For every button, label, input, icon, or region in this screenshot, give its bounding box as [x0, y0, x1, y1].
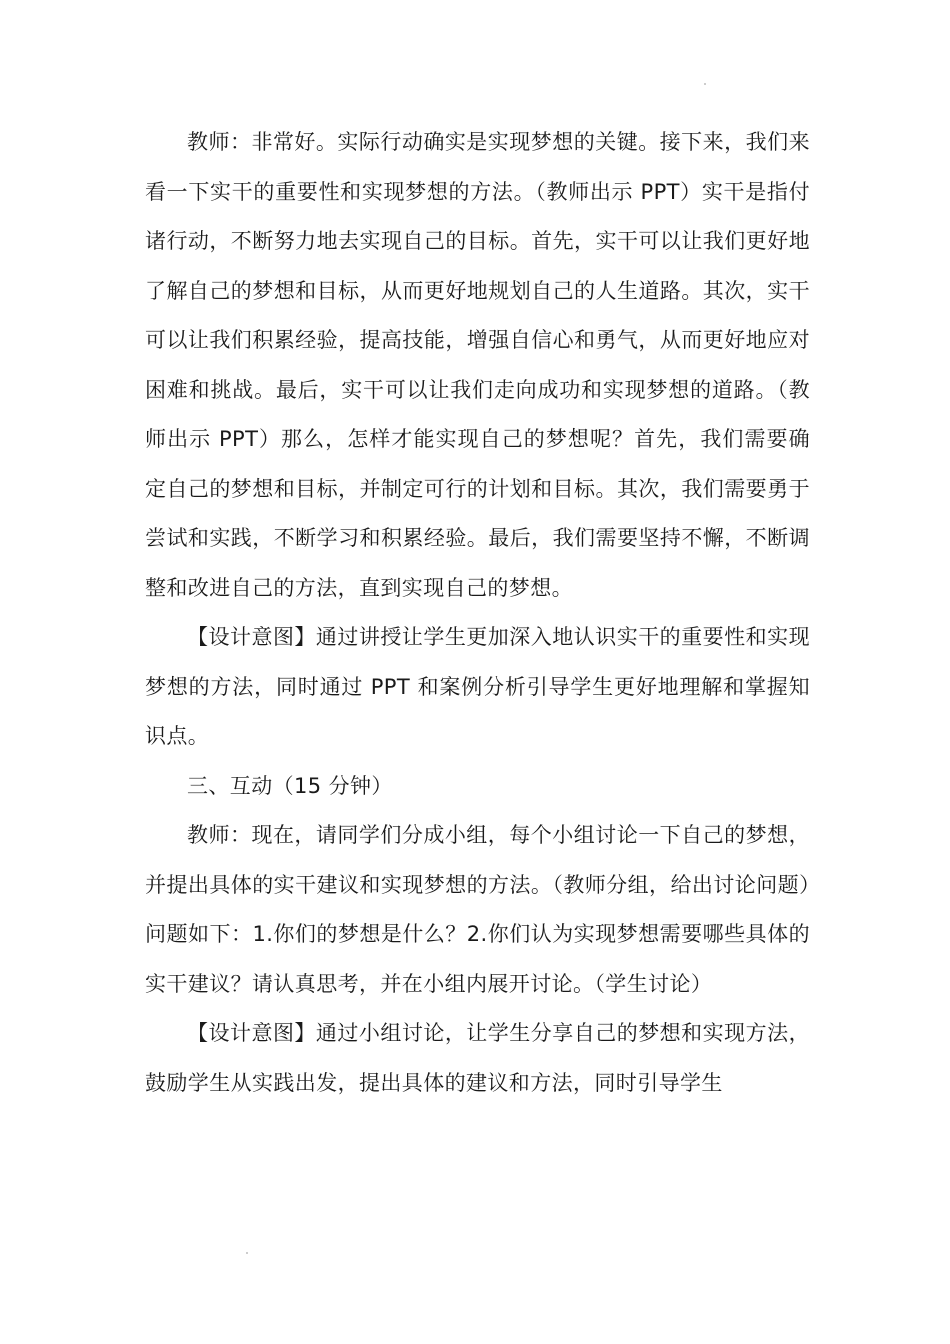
paragraph-teacher-discussion: 教师：现在，请同学们分成小组，每个小组讨论一下自己的梦想，并提出具体的实干建议和实现梦想的方法。（教师分组，给出讨论问题）问题如下：1.你们的梦想是什么？2.你们认为实现梦想需要哪些具体的实干建议？请认真思考，并在小组内展开讨论。（学生讨论）	[145, 823, 810, 996]
paragraph-design-intent-2: 【设计意图】通过小组讨论，让学生分享自己的梦想和实现方法，鼓励学生从实践出发，提出具体的建议和方法，同时引导学生	[145, 1021, 810, 1095]
section-heading-interaction: 三、互动（15 分钟）	[187, 773, 393, 798]
document-body	[145, 118, 810, 1108]
scan-mark-bottom	[246, 1252, 248, 1254]
paragraph-design-intent-1: 【设计意图】通过讲授让学生更加深入地认识实干的重要性和实现梦想的方法，同时通过 PPT 和案例分析引导学生更好地理解和掌握知识点。	[145, 625, 810, 748]
scan-mark-top	[704, 83, 706, 85]
paragraph-teacher-explanation: 教师：非常好。实际行动确实是实现梦想的关键。接下来，我们来看一下实干的重要性和实现梦想的方法。（教师出示 PPT）实干是指付诸行动，不断努力地去实现自己的目标。首先，实干可以让我们更好地了解自己的梦想和目标，从而更好地规划自己的人生道路。其次，实干可以让我们积累经验，提高技能，增强自信心和勇气，从而更好地应对困难和挑战。最后，实干可以让我们走向成功和实现梦想的道路。（教师出示 PPT）那么，怎样才能实现自己的梦想呢？首先，我们需要确定自己的梦想和目标，并制定可行的计划和目标。其次，我们需要勇于尝试和实践，不断学习和积累经验。最后，我们需要坚持不懈，不断调整和改进自己的方法，直到实现自己的梦想。	[145, 130, 810, 600]
